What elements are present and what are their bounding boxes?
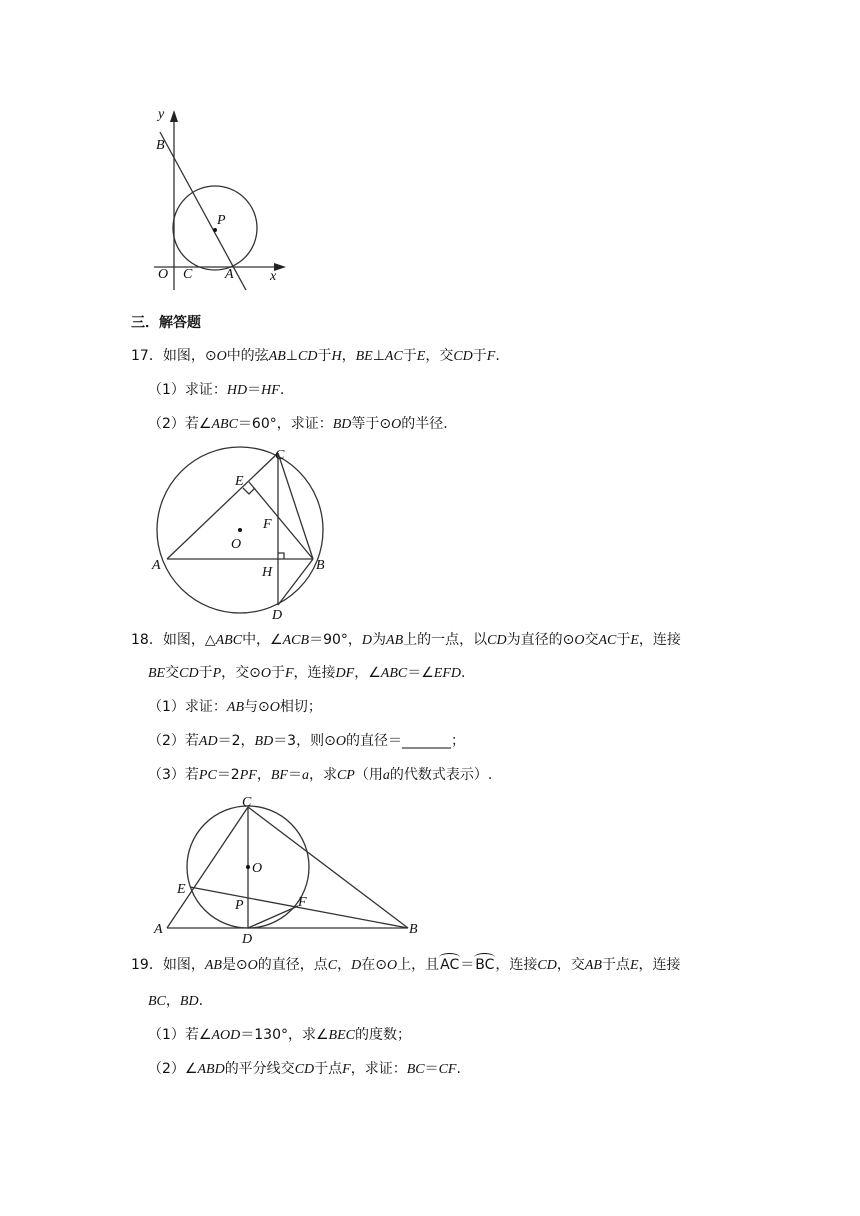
problem-17-part-1: （1）求证：HD＝HF.	[148, 382, 285, 398]
label-y: y	[158, 107, 165, 122]
problem-18-stem-line-1: 18．如图，△ABC中，∠ACB＝90°，D为AB上的一点，以CD为直径的⊙O交AC于E，连接	[131, 632, 681, 648]
problem-number: 19．	[131, 957, 163, 973]
label-d: D	[242, 932, 253, 945]
label-h: H	[262, 565, 273, 580]
problem-19-part-1: （1）若∠AOD＝130°，求∠BEC的度数；	[148, 1027, 411, 1043]
problem-number: 17．	[131, 348, 163, 364]
arc-bc: BC	[475, 957, 495, 973]
problem-18-stem-line-2: BE交CD于P，交⊙O于F，连接DF，∠ABC＝∠EFD.	[148, 665, 466, 681]
problem-19-stem-line-1: 19．如图，AB是⊙O的直径，点C，D在⊙O上，且AC＝BC，连接CD，交AB于点E，连接	[131, 957, 681, 973]
label-x: x	[270, 269, 277, 284]
figure-circle-p-axes	[140, 100, 300, 290]
arc-ac: AC	[440, 957, 460, 973]
label-b: B	[156, 138, 165, 153]
label-o: O	[231, 537, 242, 552]
label-c: C	[242, 795, 252, 810]
label-d: D	[272, 608, 283, 623]
label-f: F	[298, 895, 307, 910]
label-e: E	[177, 882, 186, 897]
problem-number: 18．	[131, 632, 163, 648]
problem-18-part-3: （3）若PC＝2PF，BF＝a，求CP（用a的代数式表示）.	[148, 767, 493, 783]
label-c: C	[275, 448, 285, 463]
label-a: A	[154, 922, 163, 937]
label-p: P	[217, 213, 226, 228]
label-f: F	[263, 517, 272, 532]
problem-19-part-2: （2）∠ABD的平分线交CD于点F，求证：BC＝CF.	[148, 1061, 461, 1077]
label-a: A	[225, 267, 234, 282]
problem-18-part-2: （2）若AD＝2，BD＝3，则⊙O的直径＝_______；	[148, 733, 465, 749]
problem-17-part-2: （2）若∠ABC＝60°，求证：BD等于⊙O的半径.	[148, 416, 448, 432]
label-o: O	[252, 861, 263, 876]
section-heading: 三．解答题	[131, 315, 201, 331]
label-a: A	[152, 558, 161, 573]
problem-17-stem: 17．如图，⊙O中的弦AB⊥CD于H，BE⊥AC于E，交CD于F.	[131, 348, 500, 364]
figure-problem-17	[145, 445, 345, 623]
label-b: B	[409, 922, 418, 937]
label-c: C	[183, 267, 193, 282]
figure-problem-18	[145, 795, 430, 945]
label-b: B	[316, 558, 325, 573]
label-o: O	[158, 267, 169, 282]
label-e: E	[235, 474, 244, 489]
problem-18-part-1: （1）求证：AB与⊙O相切；	[148, 699, 322, 715]
answer-blank[interactable]: _______	[401, 733, 451, 749]
problem-19-stem-line-2: BC，BD.	[148, 993, 204, 1009]
label-p: P	[235, 898, 244, 913]
